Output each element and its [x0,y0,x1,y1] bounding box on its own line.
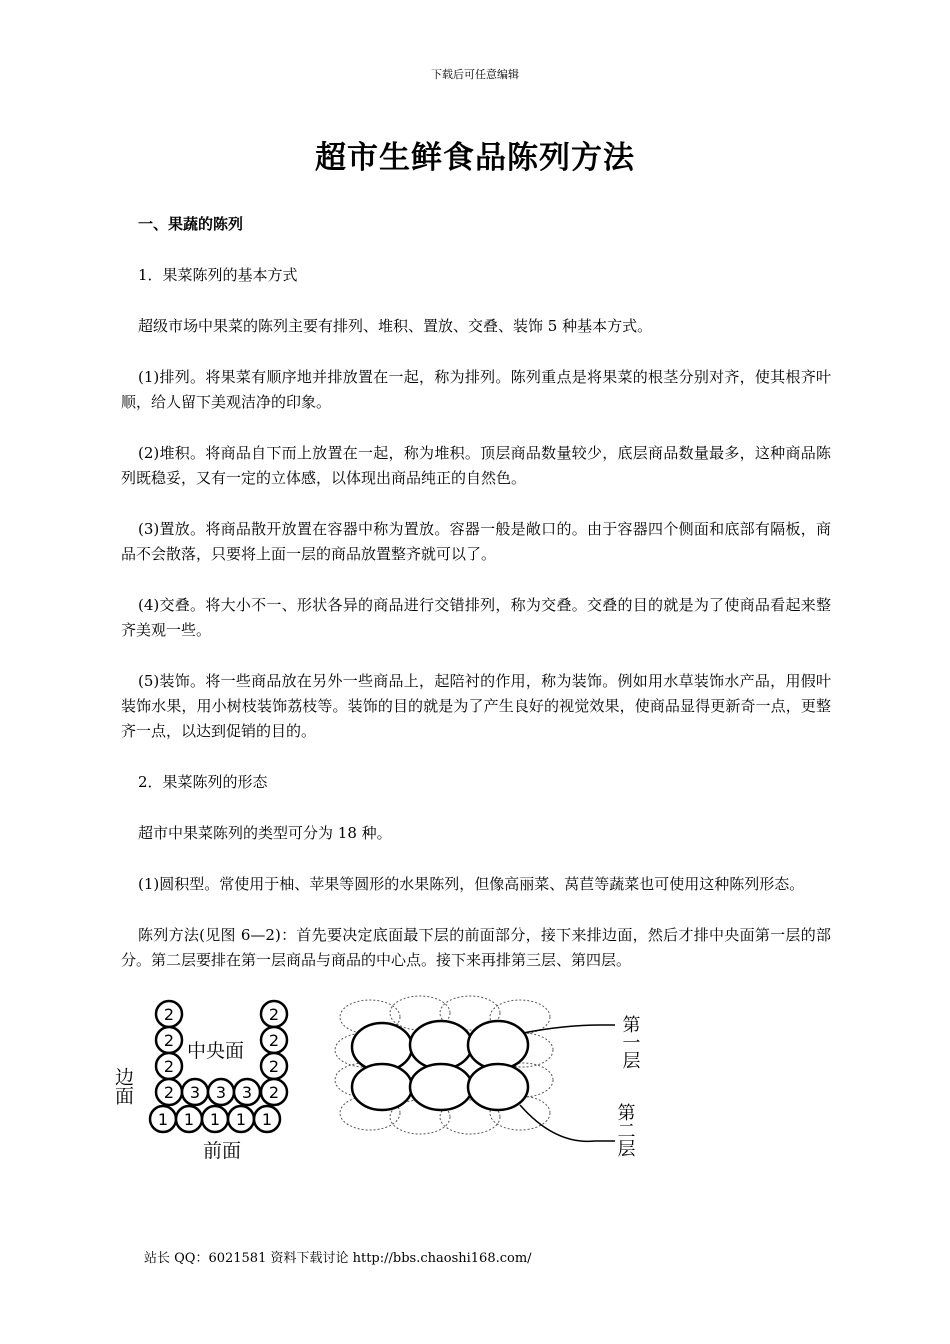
number-label: 1 [235,1110,247,1129]
number-label: 2 [163,1031,175,1050]
paragraph: 超市中果菜陈列的类型可分为 18 种。 [138,824,392,842]
display-figure [112,995,675,1175]
number-label: 1 [183,1110,195,1129]
layer-two-label: 第二层 [614,1103,636,1157]
layer-one-label: 第一层 [619,1015,641,1069]
number-label: 2 [268,1031,280,1050]
paragraph: (1)圆积型。常使用于柚、苹果等圆形的水果陈列，但像高丽菜、莴苣等蔬菜也可使用这种陈列形态。 [138,875,805,893]
number-label: 1 [261,1110,273,1129]
section-heading: 一、果蔬的陈列 [138,215,244,233]
paragraph: (1)排列。将果菜有顺序地并排放置在一起，称为排列。陈列重点是将果菜的根茎分别对齐，使其根齐叶顺，给人留下美观洁净的印象。 [121,368,831,411]
number-label: 2 [268,1005,280,1024]
paragraph: (2)堆积。将商品自下而上放置在一起，称为堆积。顶层商品数量较少，底层商品数量最多，这种商品陈列既稳妥，又有一定的立体感，以体现出商品纯正的自然色。 [121,444,831,487]
subsection-heading: 2．果菜陈列的形态 [138,773,268,791]
number-label: 3 [215,1083,227,1102]
side-label: 边面 [112,1067,134,1105]
display-diagram [112,995,675,1175]
number-label: 3 [241,1083,253,1102]
footer-text: 站长 QQ：6021581 资料下载讨论 http://bbs.chaoshi168.com/ [144,1251,532,1266]
layer-diagram [335,996,615,1141]
number-label: 2 [268,1083,280,1102]
document-body [121,212,831,999]
subsection-heading: 1．果菜陈列的基本方式 [138,266,298,284]
number-label: 1 [157,1110,169,1129]
front-label: 前面 [203,1140,242,1162]
header-note: 下载后可任意编辑 [431,68,519,81]
center-label: 中央面 [187,1040,245,1062]
number-label: 1 [209,1110,221,1129]
paragraph: (5)装饰。将一些商品放在另外一些商品上，起陪衬的作用，称为装饰。例如用水草装饰水产品，用假叶装饰水果，用小树枝装饰荔枝等。装饰的目的就是为了产生良好的视觉效果，使商品显得更新奇一点，更整齐一点，以达到促销的目的。 [121,672,831,740]
paragraph: (4)交叠。将大小不一、形状各异的商品进行交错排列，称为交叠。交叠的目的就是为了使商品看起来整齐美观一些。 [121,596,831,639]
number-label: 2 [163,1005,175,1024]
paragraph: 超级市场中果菜的陈列主要有排列、堆积、置放、交叠、装饰 5 种基本方式。 [138,317,653,335]
page-title: 超市生鲜食品陈列方法 [315,140,635,176]
number-label: 2 [163,1083,175,1102]
paragraph: 陈列方法(见图 6—2)：首先要决定底面最下层的前面部分，接下来排边面，然后才排中央面第一层的部分。第二层要排在第一层商品与商品的中心点。接下来再排第三层、第四层。 [121,926,831,969]
number-label: 3 [189,1083,201,1102]
paragraph: (3)置放。将商品散开放置在容器中称为置放。容器一般是敞口的。由于容器四个侧面和底部有隔板，商品不会散落，只要将上面一层的商品放置整齐就可以了。 [121,520,831,563]
number-label: 2 [268,1057,280,1076]
number-label: 2 [163,1057,175,1076]
